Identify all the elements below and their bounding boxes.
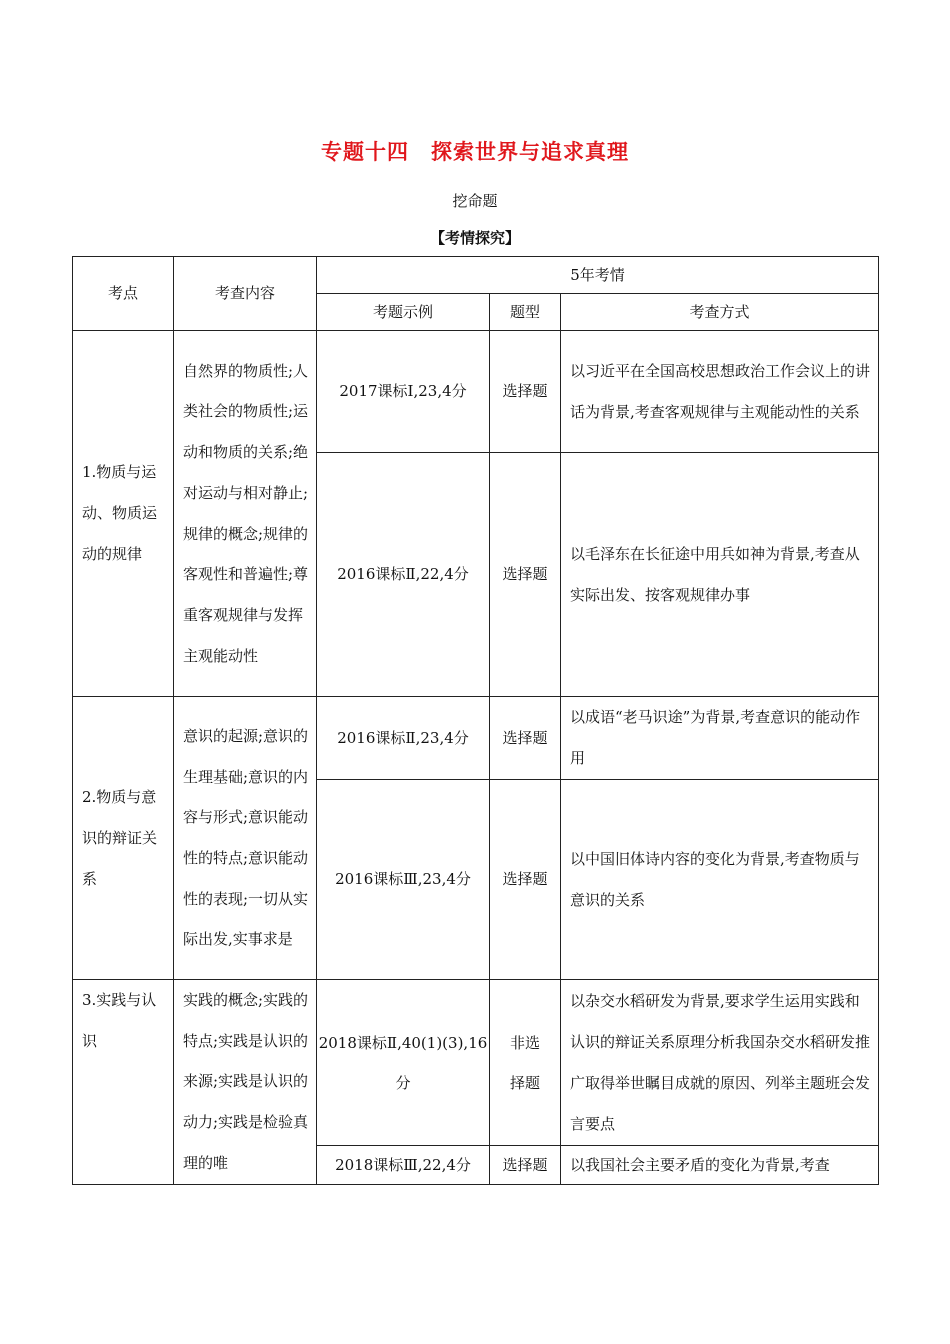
page-title: 专题十四 探索世界与追求真理: [321, 140, 629, 164]
type-cell: 非选择题: [490, 980, 561, 1146]
content-cell: 意识的起源;意识的生理基础;意识的内容与形式;意识能动性的特点;意识能动性的表现;一切从实际出发,实事求是: [174, 697, 317, 980]
method-cell: 以成语“老马识途”为背景,考查意识的能动作用: [561, 697, 879, 780]
header-point: 考点: [73, 257, 174, 331]
example-cell: 2018课标Ⅲ,22,4分: [317, 1146, 490, 1184]
exam-analysis-table: [72, 256, 879, 1185]
content-cell: 自然界的物质性;人类社会的物质性;运动和物质的关系;绝对运动与相对静止;规律的概念;规律的客观性和普遍性;尊重客观规律与发挥主观能动性: [174, 331, 317, 697]
point-cell: 2.物质与意识的辩证关系: [73, 697, 174, 980]
header-five-year: 5年考情: [317, 257, 879, 294]
type-cell: 选择题: [490, 1146, 561, 1184]
header-example: 考题示例: [317, 294, 490, 331]
method-cell: 以杂交水稻研发为背景,要求学生运用实践和认识的辩证关系原理分析我国杂交水稻研发推广取得举世瞩目成就的原因、列举主题班会发言要点: [561, 980, 879, 1146]
example-cell: 2016课标Ⅱ,23,4分: [317, 697, 490, 780]
subtitle: 挖命题: [452, 192, 498, 210]
method-cell: 以毛泽东在长征途中用兵如神为背景,考查从实际出发、按客观规律办事: [561, 453, 879, 697]
type-cell: 选择题: [490, 697, 561, 780]
header-type: 题型: [490, 294, 561, 331]
type-cell: 选择题: [490, 331, 561, 453]
point-cell: 3.实践与认识: [73, 980, 174, 1185]
point-cell: 1.物质与运动、物质运动的规律: [73, 331, 174, 697]
example-cell: 2018课标Ⅱ,40(1)(3),16分: [317, 980, 490, 1146]
method-cell: 以习近平在全国高校思想政治工作会议上的讲话为背景,考查客观规律与主观能动性的关系: [561, 331, 879, 453]
example-cell: 2017课标Ⅰ,23,4分: [317, 331, 490, 453]
example-cell: 2016课标Ⅱ,22,4分: [317, 453, 490, 697]
type-cell: 选择题: [490, 780, 561, 980]
method-cell: 以我国社会主要矛盾的变化为背景,考查: [561, 1146, 879, 1184]
header-method: 考查方式: [561, 294, 879, 331]
example-cell: 2016课标Ⅲ,23,4分: [317, 780, 490, 980]
method-cell: 以中国旧体诗内容的变化为背景,考查物质与意识的关系: [561, 780, 879, 980]
type-cell: 选择题: [490, 453, 561, 697]
header-content: 考查内容: [174, 257, 317, 331]
section-heading: 【考情探究】: [429, 229, 520, 247]
content-cell: 实践的概念;实践的特点;实践是认识的来源;实践是认识的动力;实践是检验真理的唯: [174, 980, 317, 1185]
